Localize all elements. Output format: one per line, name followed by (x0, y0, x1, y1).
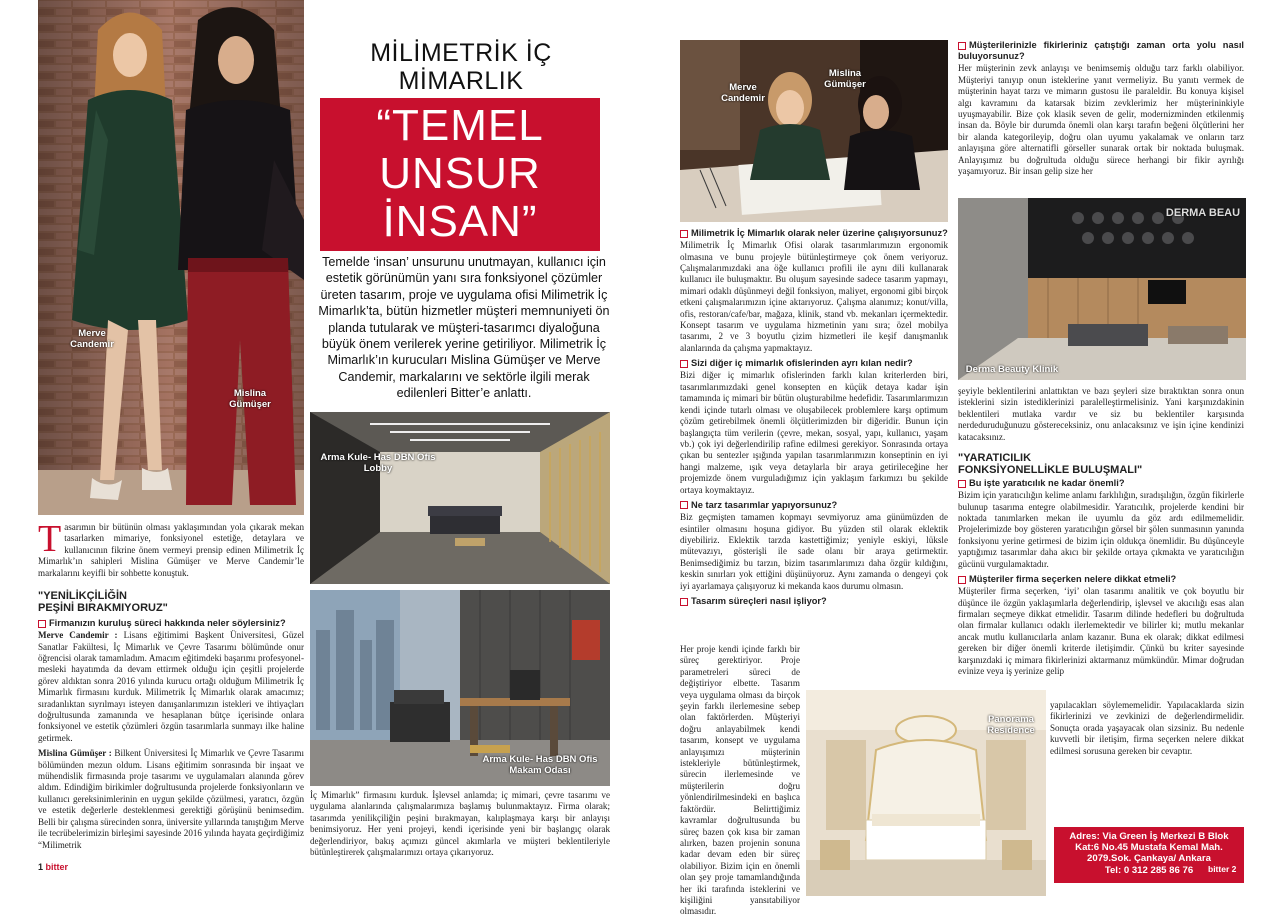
question-5-text: Ne tarz tasarımlar yapıyorsunuz? (691, 499, 838, 510)
question-marker-icon (958, 480, 966, 488)
intro-paragraph: Temelde ‘insan’ unsurunu unutmayan, kullanıcı için estetik görünümün yanı sıra fonksiyonel çözümler üreten tasarım, proje ve uygulama ofisi Milimetrik İç Mimarlık’ta, bütün hizmetler müşteri memnuniyeti ön planda tutularak ve müşteri-tasarımcı diyaloğuna büyük önem verilerek yerine getiriliyor. Milimetrik İç Mimarlık’ın kurucuları Mislina Gümüşer ve Merve Candemir, markalarını ve sektörle ilgili merak edilenleri Bitter’e anlattı. (318, 255, 610, 401)
left-column-body (38, 618, 304, 855)
section-heading-1 (38, 590, 304, 614)
drop-cap: T (38, 518, 62, 560)
question-9-text: Müşteriler firma seçerken nelere dikkat etmeli? (969, 574, 1177, 585)
left-footer-brand: bitter (45, 862, 69, 872)
question-8 (958, 478, 1244, 489)
headline-line-1: “TEMEL (376, 101, 544, 150)
question-marker-icon (38, 620, 46, 628)
answer-4: Bizi diğer iç mimarlık ofislerinden farklı kılan kriterlerden biri, tasarımlarımızdaki genel konsepten en küçük detaya kadar işin tamamında iç mimari bir bütün oluşturabilme hedefidir. Tasarımlarımızın kendi içinde tutarlı olması ve oluşabilecek problemlere karşı optimum çözüm getirebilmek önemli ölçütlerimizden bir diğeridir. Bunun için başlangıçta tüm verilerin (çevre, mekan, sosyal, yapı, kullanıcı, yaşam vb.) çok iyi değerlendirilip rafine edilmesi gerekiyor. Sonrasında ortaya çıkan bu sentezler ışığında yapılan tasarımlarımızın konseptinin en iyi hangi malzeme, ışık veya detaylarla bir araya getirileceğine her projemizde önem vurguladığımız için yaklaşım farkımızı bu şekilde ortaya koymaktayız. (680, 370, 948, 495)
answer-9-continued: yapılacakları söylememelidir. Yapılacaklarda sizin fikirlerinizi ve zevkinizi de değerlendirmelidir. Sonuçta orada yaşayacak olan sizsiniz. Bu nedenle kuvvetli bir iletişim, firma seçerken nelere dikkat edilmesi sorusuna gereken bir cevaptır. (1050, 700, 1244, 756)
derma-sign: DERMA BEAU (1165, 207, 1241, 219)
right-page-number: 2 (1231, 864, 1237, 874)
question-9 (958, 574, 1244, 585)
address-line-1: Adres: Via Green İş Merkezi B Blok (1069, 831, 1229, 842)
answer-9: Müşteriler firma seçerken, ‘iyi’ olan tasarımı analitik ve çok boyutlu bir düşünce ile özgün yaklaşımlarla değerlendirip, işlevsel ve akıcılığı esas alan firmaları seçmeye dikkat etmelidir. Tasarım dilinde hedefleri bu doğrultuda olan firmalar kullanıcı odaklı ilerlemektedir ve bilirler ki; mutlu mekanlar ancak mutlu kullanıcılarla anlam kazanır. Buna ek olarak; dikkat edilmesi gereken bir diğer önemli kriterde iletişimdir. Çünkü bu kriter sayesinde karşınızdaki iç mimara fikirlerinizi aktarmanız mümkündür. Mimar doğrudan evinize veya iş yerinize gelip (958, 586, 1244, 677)
section-heading-2-line-2: FONKSİYONELLİKLE BULUŞMALI" (958, 464, 1143, 476)
answer-2-text: Bilkent Üniversitesi İç Mimarlık ve Çevre Tasarımı bölümünden mezun oldum. Lisans eğitimim sonrasında bir inşaat ve mühendislik firmasında proje tasarımı ve uygulamaları alanında görev aldım. Edindiğim birikimler doğrultusunda projelerde fonksiyonların ve kullanıcı gereksinimlerinin en uygun şekilde çözülmesi, yaratıcı, özgün ve estetik değerlerle desteklenmesi gerektiği görüşünü benimsedim. Belli bir çalışma sürecinden sonra, üniversite yıllarında tanıştığım Merve ile tecrübelerimizin birleşimi sayesinde 2016 yılında hayata geçirdiğimiz “Milimetrik (38, 748, 304, 850)
question-marker-icon (958, 576, 966, 584)
answer-5: Biz geçmişten tamamen kopmayı sevmiyoruz ama günümüzden de esintiler olmasını hoşuna gidiyor. Bu yüzden stil olarak eklektik diyebiliriz. Eklektik tarzda kastettiğimiz; yeniyle eskiyi, lüksle mütevazıyı, gösterişli ile sade olanı bir araya getirmektir. Benimsediğimiz bu tarzın, bizim tasarımlarımızı daha özgür kıldığını, keskin sınırları yok ettiğini düşünüyoruz. Aynı zamanda o dengeyi çok iyi ayarlamaya çalışıyoruz ki mekanda kaos durumu olmasın. (680, 512, 948, 591)
question-5 (680, 500, 948, 511)
answer-8: Bizim için yaratıcılığın kelime anlamı farklılığın, sıradışılığın, özgün fikirlerle bulunup tasarıma entegre olabilmesidir. Yaratıcılık, projelerde kendini bir noktada tanımlarken mekan ile uyumlu da göz ardı edilmemelidir. Projelerimizde boy gösteren yaratıcılığın görsel bir şölen sunmasının yanında fonksiyonu yerine getirmesi de bizim için oldukça önemlidir. Bu düşünceyle yaptığımız tasarımlar daha akıcı bir şekilde ortaya çıkmakta ve yaratıcılığın gücünü vurgulamaktadır. (958, 490, 1244, 569)
address-line-2: Kat:6 No.45 Mustafa Kemal Mah. (1075, 842, 1223, 854)
question-marker-icon (680, 230, 688, 238)
answer-1-text: Lisans eğitimimi Başkent Üniversitesi, Güzel Sanatlar Fakültesi, İç Mimarlık ve Çevre Tasarımı bölümünde onur öğrencisi olarak tamamladım. Amacım eğitimdeki başarımı profesyonel-mesleki hayatımda da devam ettirmek olduğu için çeşitli projelerde görev aldıktan sonra 2016 yılında kurucu ortağı olduğum Milimetrik İç Mimarlık firmasını kurduk. Milimetrik İç Mimarlık olarak amacımız; sıradanlıktan sıyrılmayı isteyen danışanlarımızın istekleri ve ihtiyaçları doğrultusunda zamanında ve hesaplanan bütçe içerisinde onlara fonksiyonel ve estetik çözümleri özgün tasarımlarla sunmayı ilke haline getirmek. (38, 630, 305, 743)
answer-7: Her müşterinin zevk anlayışı ve benimsemiş olduğu tarz farklı olabiliyor. Müşteriyi tanıyıp onun isteklerine yanıt vermeliyiz. Bu yanıtı vermek de müşterinin hayat tarzı ve mimarın gustosu ile paraleldir. Bu konuya kişisel algı kavramını da katarsak bizim zevklerimiz her müşterininkiyle uyuşmayabilir. Bize çok klasik seven de gelir, modernizminden etkilenmiş insan da. Böyle bir durumda önemli olan karşı tarafın beğeni ölçütlerini her bir alanda kategorileyip, doğru olan uyumu yakalamak ve onların tarz anlayışına göre alternatifli görseller sunarak ortak bir noktada buluşmak. Anlayışımız bu doğrultuda olduğu sürece herhangi bir fikir ayrılığı yaşamıyoruz. Bir insan gelip size her (958, 63, 1244, 177)
address-box (1054, 827, 1244, 883)
question-4 (680, 358, 948, 369)
question-7-text: Müşterilerinizle fikirleriniz çatıştığı zaman orta yolu nasıl buluyorsunuz? (958, 40, 1244, 62)
right-column-1 (680, 228, 948, 608)
question-marker-icon (680, 501, 688, 509)
question-3 (680, 228, 948, 239)
answer-2-speaker: Mislina Gümüşer : (38, 748, 112, 759)
answer-1 (38, 630, 304, 744)
interview-photo (680, 40, 948, 222)
caption-derma: Derma Beauty Klinik (965, 364, 1059, 375)
caption-lobby: Arma Kule- Has DBN Ofis Lobby (320, 452, 436, 474)
question-3-text: Milimetrik İç Mimarlık olarak neler üzerine çalışıyorsunuz? (691, 228, 948, 238)
question-marker-icon (958, 42, 966, 50)
kicker-line-2: MİMARLIK (398, 67, 524, 95)
section-heading-1-line-2: PEŞİNİ BIRAKMIYORUZ" (38, 602, 168, 614)
answer-2 (38, 748, 304, 851)
section-heading-2-line-1: "YARATICILIK (958, 452, 1032, 464)
question-8-text: Bu işte yaratıcılık ne kadar önemli? (969, 478, 1125, 488)
portrait-photo (38, 0, 304, 515)
lobby-photo (310, 412, 610, 584)
caption-merve-2: Merve Candemir (721, 82, 765, 104)
question-1 (38, 618, 304, 629)
right-footer-brand: bitter (1208, 864, 1230, 874)
left-page-number: 1 (38, 862, 44, 872)
caption-mislina: Mislina Gümüşer (229, 388, 271, 410)
caption-mislina-2: Mislina Gümüşer (824, 68, 866, 90)
derma-photo (958, 198, 1246, 380)
section-heading-1-line-1: "YENİLİKÇİLİĞİN (38, 590, 127, 602)
question-1-text: Firmanızın kuruluş süreci hakkında neler söylersiniz? (49, 618, 286, 628)
address-line-3: 2079.Sok. Çankaya/ Ankara (1087, 853, 1211, 865)
answer-1-speaker: Merve Candemir : (38, 630, 118, 641)
question-6 (680, 596, 948, 607)
right-footer (1208, 864, 1236, 874)
lead-text: asarımın bir bütünün olması yaklaşımından yola çıkarak mekan tasarlarken mimariye, fonksiyonel estetiğe, detaylara ve kullanıcının fikrine önem vermeyi prensip edinen Milimetrik İç Mimarlık’ın sahipleri Mislina Gümüşer ve Merve Candemir’le markalarını keyifli bir sohbette konuştuk. (38, 522, 304, 578)
right-column-2-bottom (958, 386, 1244, 447)
question-6-text: Tasarım süreçleri nasıl işliyor? (691, 595, 827, 606)
lead-paragraph (38, 518, 304, 579)
address-phone: Tel: 0 312 285 86 76 (1104, 864, 1194, 876)
question-marker-icon (680, 598, 688, 606)
left-column-continuation: İç Mimarlık” firmasını kurduk. İşlevsel anlamda; iç mimari, çevre tasarımı ve uygulama alanlarında çalışmalarımıza başlamış bulunmaktayız. Firma olarak; tasarımda yenilikçiliğin peşini bırakmayan, kalıplaşmaya karşı bir anlayışı benimsiyoruz. Her yeni projeyi, kendi içerisinde yeni bir başlangıç olarak değerlendiriyor, bakış açımızı güncel akımlarla ve müşteri beklentileriyle bütünleştirerek çalışmalarımızı ortaya çıkarıyoruz. (310, 790, 610, 858)
caption-merve: Merve Candemir (70, 328, 114, 350)
kicker-line-1: MİLİMETRİK İÇ (370, 39, 552, 67)
question-4-text: Sizi diğer iç mimarlık ofislerinden ayrı kılan nedir? (691, 358, 913, 369)
right-column-2-body (958, 478, 1244, 682)
question-7 (958, 40, 1244, 62)
headline-line-3: İNSAN” (382, 197, 538, 246)
left-footer (38, 862, 68, 872)
right-column-2-top (958, 40, 1244, 181)
headline-box (320, 98, 600, 251)
answer-3: Milimetrik İç Mimarlık Ofisi olarak tasarımlarımızın ergonomik olmasına ve bunu projeyle bütünleştirmeye çok önem veriyoruz. Çalışmalarımızdaki ana öğe kullanıcı profili ile aynı dili kullanarak kullanıcı ile buluşmaktır. Bu oluşum sayesinde sadece tasarım yapmayı, mimari odaklı düşünmeyi değil fonksiyon, maliyet, ergonomi gibi birçok etkeni çalışmalarımızın içine aktarıyoruz. Çalışma alanımız; konut/villa, ofis, restoran/cafe/bar, mağaza, klinik, stand vb. mekanları içermektedir. Konsept tasarım ve uygulama hizmetinin yanı sıra; özel mobilya tasarımı, 2 ve 3 boyutlu çizim hizmetleri ile keşif danışmanlık alanlarında da çalışma yapmaktayız. (680, 240, 948, 353)
caption-makam: Arma Kule- Has DBN Ofis Makam Odası (482, 754, 598, 776)
answer-7-continued: şeyiyle beklentilerini anlattıktan ve bazı şeyleri size bıraktıktan sonra onun isteklerini sizin istediklerinizi paralelleştirmelisiniz. Yani karşınızdakinin beklentileri mutlaka vardır ve siz bu beklentiler karşısında nerdeduruduğunuzu göstereceksiniz, onu anlacaksınız ve işin içine kendinizi katacaksınız. (958, 386, 1244, 442)
question-marker-icon (680, 360, 688, 368)
section-heading-2 (958, 452, 1244, 476)
office-photo (310, 590, 610, 786)
caption-panorama: Panorama Residence (987, 714, 1035, 736)
answer-6: Her proje kendi içinde farklı bir süreç gerektiriyor. Proje parametreleri süreci de değiştiriyor elbette. Tasarım veya uygulama olması da birçok şeyin farklı ilerlemesine sebep olan faktörlerden. Müşteriyi doğru anlayabilmek kendi tasarım, konsept ve uygulama anlayışımızı müşterinin istekleriyle bütünleştirmek, sürecin ilerlemesinde ve müşterilerin doğru yönlendirilmesindeki en başlıca faktördür. Belirttiğimiz kavramlar doğrultusunda bu süreç bazen çok kısa bir zaman alırken, bazen projenin sonuna kadar devam eden bir süreç olabiliyor. Bizim için en önemli olan şey proje tamamlandığında her iki tarafında isteklerini ve kişiliğini yansıtabiliyor olmasıdır. (680, 644, 800, 917)
headline-line-2: UNSUR (379, 149, 541, 198)
panorama-photo (806, 690, 1046, 896)
